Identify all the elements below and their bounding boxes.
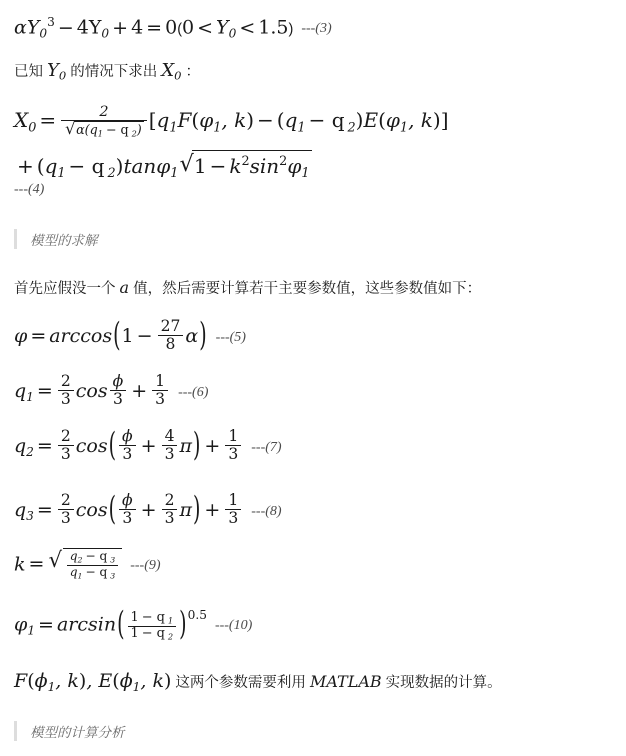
eq7-cos: cos [75, 434, 108, 457]
eq4-fraction: 2 √ $\alpha(q_1 - q$ $_2$) [61, 104, 147, 139]
text3-matlab: MATLAB [309, 672, 382, 691]
eq4b-tan-phi: φ [156, 154, 171, 178]
eq3-minus: − [57, 16, 74, 39]
eq10-phi-sub: 1 [27, 623, 36, 638]
eq4-bracket-open: [ [148, 108, 157, 133]
text1-mid: 的情况下求出 [66, 64, 162, 80]
eq4-F-phi-sub: 1 [213, 120, 222, 136]
eq4-q1: q [156, 108, 170, 133]
eq9-equals: = [28, 553, 45, 576]
eq4-F-k: , k [221, 108, 247, 133]
eq4-q-minus: − q [308, 108, 345, 133]
eq3-cond-close: ) [288, 21, 294, 38]
eq7-pi: π [179, 434, 192, 457]
eq4-X: X [14, 108, 29, 133]
section-heading-model-solution: 模型的求解 [14, 229, 626, 249]
eq5-number: ---(5) [215, 329, 246, 345]
eq4b-plus: + [17, 154, 34, 178]
equation-9 [14, 548, 161, 581]
eq3-number: ---(3) [301, 21, 332, 37]
eq4-group-close: ) [355, 108, 364, 133]
text2-part2: 值，然后需要计算若干主要参数值，这些参数值如下： [129, 281, 482, 297]
eq10-paren-close: ) [179, 605, 187, 643]
eq4-E-phi: φ [385, 108, 400, 133]
eq4-E: E [363, 108, 379, 133]
eq4-minus: − [257, 108, 274, 133]
eq4b-minus: − q [68, 154, 105, 178]
equation-3 [14, 14, 332, 43]
eq7-frac-43: $\frac{4}{3}$ [162, 428, 178, 464]
eq8-q-sub: 3 [26, 508, 34, 523]
eq5-equals: = [30, 324, 47, 347]
eq8-plus-outer: + [204, 498, 221, 521]
paragraph-parameters-intro [14, 276, 481, 299]
eq8-paren-open: ( [108, 490, 117, 529]
text3-cn2: 实现数据的计算。 [381, 675, 502, 691]
eq10-phi: φ [14, 613, 28, 636]
eq8-frac-23b: $\frac{2}{3}$ [162, 492, 178, 528]
eq9-number: ---(9) [130, 557, 161, 573]
eq4-X-sub: 0 [28, 120, 37, 136]
text3-cn1: 这两个参数需要利用 [171, 675, 310, 691]
equation-10 [14, 607, 252, 642]
eq7-plus-inner: + [140, 434, 157, 457]
eq10-exponent: 0.5 [187, 608, 207, 622]
eq4-E-k: , k [408, 108, 433, 133]
equation-4-number: ---(4) [14, 182, 45, 197]
eq3-zero: 0 [165, 16, 178, 39]
text1-suffix: ： [181, 64, 200, 80]
eq4b-close: ) [115, 154, 124, 178]
eq3-cond-lt1: < [197, 16, 214, 39]
eq10-arcsin: arcsin [56, 613, 117, 636]
text3-separator: , [86, 670, 99, 692]
eq4b-tan-phi-sub: 1 [170, 166, 179, 182]
eq4b-q2-sub: 2 [107, 166, 116, 182]
eq4-q1b-sub: 1 [297, 120, 306, 136]
text3-E-term: $E(\phi_1$, k) [98, 670, 172, 694]
text2-part1: 首先应假没一个 [14, 281, 120, 297]
eq8-plus-inner: + [140, 498, 157, 521]
eq8-frac-23: $\frac{2}{3}$ [58, 492, 74, 528]
equation-6 [14, 373, 208, 409]
eq7-frac-phi3: $\frac{\phi}{3}$ [119, 428, 136, 464]
eq7-q: q [14, 434, 27, 457]
eq5-minus: − [136, 324, 153, 347]
eq7-equals: = [36, 434, 53, 457]
eq3-cond-var: Y [216, 16, 229, 39]
eq4b-tan: tan [123, 154, 157, 178]
eq7-paren-close: ) [192, 426, 201, 465]
eq10-equals: = [38, 613, 54, 636]
eq3-four: 4 [131, 16, 144, 39]
eq8-pi: π [179, 498, 192, 521]
eq9-fraction: √ $\frac{q_2 - q _3}{q_1 - q _3}$ [67, 550, 119, 581]
eq10-paren-open: ( [117, 605, 125, 643]
eq6-cos: cos [75, 379, 108, 402]
equation-5 [14, 318, 246, 354]
text3-F-term: $F(\phi_1$, k) [14, 670, 87, 694]
equation-4-line1 [14, 104, 449, 139]
eq6-frac-phi3: $\frac{\phi}{3}$ [110, 373, 127, 409]
eq7-plus-outer: + [204, 434, 221, 457]
equation-4-line2 [14, 150, 312, 184]
eq5-fraction: $\frac{27}{8}$ [158, 318, 184, 354]
eq6-frac-23: $\frac{2}{3}$ [58, 373, 74, 409]
eq4-F-phi: φ [199, 108, 214, 133]
eq8-q: q [14, 498, 27, 521]
eq3-alpha: α [14, 16, 27, 39]
eq8-equals: = [36, 498, 53, 521]
eq4b-q1: q [44, 154, 58, 178]
eq6-q: q [14, 379, 27, 402]
eq3-cond-hi: 1.5 [258, 16, 289, 39]
eq3-plus: + [112, 16, 129, 39]
eq8-paren-close: ) [192, 490, 201, 529]
eq3-cond-open: ( [177, 21, 183, 38]
eq4-F: F [177, 108, 192, 133]
text1-var-Y: $Y_0$ [47, 60, 67, 83]
eq3-4Y-sub: 0 [101, 26, 110, 41]
eq3-Y-sup: 3 [47, 15, 55, 29]
eq4-equals: = [39, 108, 57, 133]
eq5-arccos: arccos [49, 324, 113, 347]
eq4-q1-sub: 1 [169, 120, 178, 136]
eq3-4Y: 4Y [76, 16, 102, 39]
eq3-cond-lt2: < [239, 16, 256, 39]
eq4b-sqrt: √ $1 - k^2\sin^2\varphi_1$ [179, 150, 311, 184]
eq5-phi: φ [14, 324, 28, 347]
eq10-number: ---(10) [214, 618, 253, 634]
eq9-sqrt [48, 548, 122, 581]
eq8-number: ---(8) [251, 503, 282, 519]
eq4b-open: ( [36, 154, 45, 178]
eq6-q-sub: 1 [26, 389, 34, 404]
eq3-cond-sub: 0 [228, 26, 237, 41]
paragraph-matlab-note [14, 668, 502, 697]
eq6-plus: + [131, 379, 148, 402]
text1-var-X: $X_0$ [161, 60, 182, 83]
eq4-q2-sub: 2 [347, 120, 356, 136]
eq6-frac-13: $\frac{1}{3}$ [152, 373, 168, 409]
eq4-E-close: ) [432, 108, 441, 133]
eq10-fraction: $\frac{1 - q _1}{1 - q _2}$ [128, 611, 177, 642]
eq5-one: 1 [121, 324, 134, 347]
eq6-number: ---(6) [178, 384, 209, 400]
eq4-group-open: ( [276, 108, 285, 133]
eq4-F-close: ) [246, 108, 255, 133]
eq6-equals: = [36, 379, 53, 402]
text1-prefix: 已知 [14, 64, 48, 80]
eq9-k: k [14, 553, 26, 576]
eq4-F-open: ( [191, 108, 200, 133]
eq3-Y: Y [26, 16, 40, 39]
eq3-cond-lo: 0 [182, 16, 195, 39]
text2-a: a [119, 278, 130, 297]
eq4-E-phi-sub: 1 [399, 120, 409, 136]
eq7-number: ---(7) [251, 439, 282, 455]
section-heading-model-analysis: 模型的计算分析 [14, 721, 626, 741]
eq8-cos: cos [75, 498, 108, 521]
eq4-E-open: ( [378, 108, 386, 133]
eq4-bracket-close: ] [440, 108, 449, 133]
paragraph-known-y0 [14, 58, 200, 84]
eq5-paren-close: ) [199, 316, 207, 355]
eq8-frac-phi3: $\frac{\phi}{3}$ [119, 492, 136, 528]
eq4b-q1-sub: 1 [57, 166, 66, 182]
eq3-Y-sub: 0 [39, 26, 48, 41]
equation-8 [14, 492, 282, 528]
eq5-alpha: α [185, 324, 199, 347]
equation-7 [14, 428, 282, 464]
eq4-q1b: q [284, 108, 298, 133]
eq7-q-sub: 2 [26, 444, 34, 459]
eq8-frac-13: $\frac{1}{3}$ [225, 492, 241, 528]
eq7-frac-23: $\frac{2}{3}$ [58, 428, 74, 464]
eq7-frac-13: $\frac{1}{3}$ [225, 428, 241, 464]
eq5-paren-open: ( [113, 316, 121, 355]
eq3-equals: = [146, 16, 163, 39]
eq7-paren-open: ( [108, 426, 117, 465]
